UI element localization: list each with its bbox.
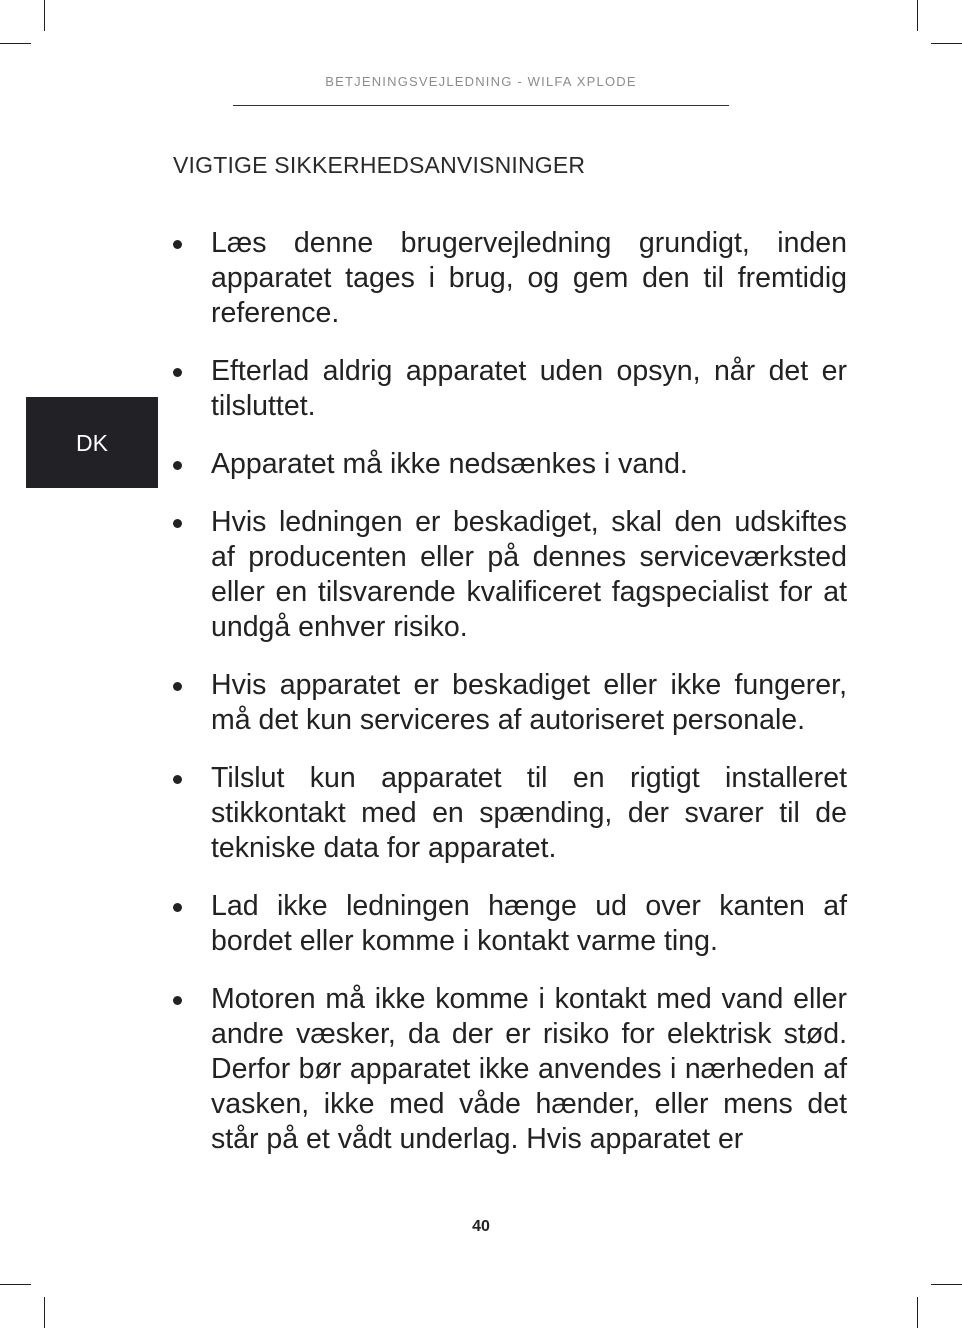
list-item-text: Lad ikke ledningen hænge ud over kanten af bordet eller komme i kontakt varme ting. <box>211 890 847 957</box>
crop-mark-bottom-left-horizontal <box>0 1284 31 1285</box>
bullet-icon <box>173 461 182 470</box>
bullet-icon <box>173 519 182 528</box>
crop-mark-bottom-right-horizontal <box>931 1284 962 1285</box>
list-item <box>173 354 847 424</box>
list-item-text: Hvis ledningen er beskadiget, skal den udskiftes af producenten eller på dennes serviceværksted eller en tilsvarende kvalificeret fagspecialist for at undgå enhver risiko. <box>211 506 847 643</box>
crop-mark-top-right-vertical <box>917 0 918 31</box>
bullet-icon <box>173 240 182 249</box>
crop-mark-bottom-left-vertical <box>44 1297 45 1328</box>
running-header: BETJENINGSVEJLEDNING - WILFA XPLODE <box>325 74 637 89</box>
bullet-icon <box>173 996 182 1005</box>
header-divider <box>233 105 729 106</box>
bullet-icon <box>173 775 182 784</box>
list-item <box>173 447 847 482</box>
language-tab <box>26 397 158 488</box>
list-item <box>173 889 847 959</box>
section-title: VIGTIGE SIKKERHEDSANVISNINGER <box>173 152 586 178</box>
page-number: 40 <box>472 1218 490 1235</box>
list-item-text: Motoren må ikke komme i kontakt med vand eller andre væsker, da der er risiko for elektrisk stød. Derfor bør apparatet ikke anvendes i nærheden af vasken, ikke med våde hænder, eller mens det står på et vådt underlag. Hvis apparatet er <box>211 983 847 1155</box>
list-item-text: Tilslut kun apparatet til en rigtigt installeret stikkontakt med en spænding, der svarer til de tekniske data for apparatet. <box>211 762 847 864</box>
crop-mark-top-left-vertical <box>44 0 45 31</box>
list-item-text: Efterlad aldrig apparatet uden opsyn, når det er tilsluttet. <box>211 355 847 422</box>
bullet-icon <box>173 368 182 377</box>
crop-mark-top-right-horizontal <box>931 43 962 44</box>
list-item-text: Hvis apparatet er beskadiget eller ikke fungerer, må det kun serviceres af autoriseret personale. <box>211 669 847 736</box>
list-item <box>173 668 847 738</box>
bullet-icon <box>173 682 182 691</box>
crop-mark-bottom-right-vertical <box>917 1297 918 1328</box>
list-item <box>173 505 847 645</box>
crop-mark-top-left-horizontal <box>0 43 31 44</box>
list-item-text: Læs denne brugervejledning grundigt, inden apparatet tages i brug, og gem den til fremtidig reference. <box>211 227 847 329</box>
language-tab-label: DK <box>76 430 108 456</box>
list-item <box>173 226 847 331</box>
list-item <box>173 761 847 866</box>
list-item <box>173 982 847 1157</box>
safety-instructions-list <box>173 226 847 1157</box>
list-item-text: Apparatet må ikke nedsænkes i vand. <box>211 448 688 480</box>
bullet-icon <box>173 903 182 912</box>
